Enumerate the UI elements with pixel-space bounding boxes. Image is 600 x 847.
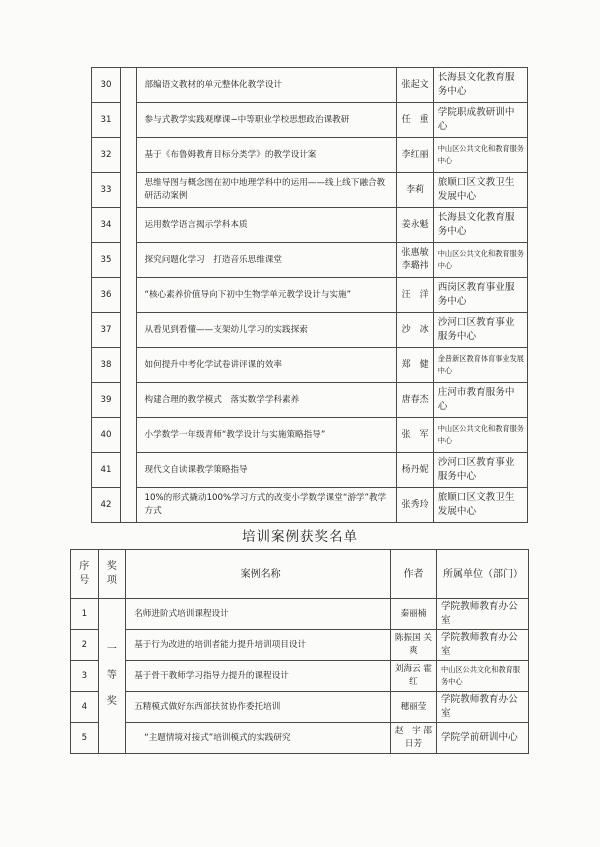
header-prize xyxy=(98,550,126,599)
author: 张 军 xyxy=(397,418,433,453)
table-row xyxy=(92,208,528,243)
header-no xyxy=(71,550,99,599)
row-number: 37 xyxy=(92,313,121,348)
char: 号 xyxy=(79,575,90,586)
row-number: 39 xyxy=(92,383,121,418)
case-name: 现代文自读课教学策略指导 xyxy=(136,453,397,488)
row-number: 4 xyxy=(71,692,99,723)
author: 秦丽楠 xyxy=(390,599,436,630)
unit: 旅顺口区文教卫生发展中心 xyxy=(433,173,527,208)
unit: 长海县文化教育服务中心 xyxy=(433,208,527,243)
case-name: 从看见到看懂——支架幼儿学习的实践探索 xyxy=(136,313,397,348)
unit: 庄河市教育服务中心 xyxy=(433,383,527,418)
case-name: 思维导图与概念图在初中地理学科中的运用——线上线下融合教研活动案例 xyxy=(136,173,397,208)
training-case-award-table xyxy=(70,549,529,754)
table-row xyxy=(92,243,528,278)
author: 穗丽莹 xyxy=(390,692,436,723)
case-name: 部编语文教材的单元整体化教学设计 xyxy=(136,68,397,103)
row-number: 30 xyxy=(92,68,121,103)
row-number: 31 xyxy=(92,103,121,138)
author: 姜永魁 xyxy=(397,208,433,243)
header-no-label xyxy=(79,560,89,588)
row-number: 41 xyxy=(92,453,121,488)
header-unit: 所属单位（部门） xyxy=(436,550,528,599)
unit: 长海县文化教育服务中心 xyxy=(433,68,527,103)
case-name: 构建合理的教学模式 落实数学学科素养 xyxy=(136,383,397,418)
case-name: 运用数学语言揭示学科本质 xyxy=(136,208,397,243)
author: 杨丹妮 xyxy=(397,453,433,488)
unit: 西岗区教育事业服务中心 xyxy=(433,278,527,313)
unit: 学院教师教育办公室 xyxy=(436,692,528,723)
unit: 学院教师教育办公室 xyxy=(436,630,528,661)
table-row xyxy=(92,68,528,103)
table-row xyxy=(71,599,529,630)
case-name: 如何提升中考化学试卷讲评课的效率 xyxy=(136,348,397,383)
author: 郑 健 xyxy=(397,348,433,383)
author: 李红丽 xyxy=(397,138,433,173)
table-row xyxy=(92,138,528,173)
char: 序 xyxy=(79,561,90,572)
unit: 沙河口区教育事业服务中心 xyxy=(433,453,527,488)
award-table-continued xyxy=(91,67,528,523)
table-row xyxy=(71,630,529,661)
header-author: 作者 xyxy=(390,550,436,599)
table-row xyxy=(92,488,528,523)
author: 沙 冰 xyxy=(397,313,433,348)
unit: 学院学前研训中心 xyxy=(436,723,528,754)
case-name: 名师进阶式培训课程设计 xyxy=(126,599,391,630)
unit: 中山区公共文化和教育服务中心 xyxy=(433,138,527,173)
unit: 中山区公共文化和教育服务中心 xyxy=(436,661,528,692)
case-name: “主题情境对接式”培训模式的实践研究 xyxy=(126,723,391,754)
author: 刘海云 霍 红 xyxy=(390,661,436,692)
prize-cell xyxy=(98,599,126,754)
table-row xyxy=(92,173,528,208)
row-number: 40 xyxy=(92,418,121,453)
author: 赵 宇 邵日芳 xyxy=(390,723,436,754)
unit: 学院教师教育办公室 xyxy=(436,599,528,630)
row-number: 33 xyxy=(92,173,121,208)
table-row xyxy=(92,383,528,418)
table-row xyxy=(92,103,528,138)
row-number: 38 xyxy=(92,348,121,383)
author: 唐春杰 xyxy=(397,383,433,418)
unit: 金普新区教育体育事业发展中心 xyxy=(433,348,527,383)
case-name: 基于骨干教师学习指导力提升的课程设计 xyxy=(126,661,391,692)
unit: 学院职成教研训中心 xyxy=(433,103,527,138)
row-number: 3 xyxy=(71,661,99,692)
table-row xyxy=(71,692,529,723)
table-header-row xyxy=(71,550,529,599)
header-name: 案例名称 xyxy=(126,550,391,599)
table-row xyxy=(92,453,528,488)
author: 张秀玲 xyxy=(397,488,433,523)
unit: 沙河口区教育事业服务中心 xyxy=(433,313,527,348)
author: 陈振国 关 爽 xyxy=(390,630,436,661)
author: 任 重 xyxy=(397,103,433,138)
unit: 旅顺口区文教卫生发展中心 xyxy=(433,488,527,523)
table-row xyxy=(92,313,528,348)
row-number: 2 xyxy=(71,630,99,661)
case-name: 基于《布鲁姆教育目标分类学》的教学设计案 xyxy=(136,138,397,173)
char: 项 xyxy=(106,575,117,586)
row-number: 5 xyxy=(71,723,99,754)
table-row xyxy=(92,278,528,313)
char: 奖 xyxy=(106,696,117,707)
char: 一 xyxy=(106,644,117,655)
row-number: 32 xyxy=(92,138,121,173)
unit: 中山区公共文化和教育服务中心 xyxy=(433,243,527,278)
row-number: 42 xyxy=(92,488,121,523)
case-name: 探究问题化学习 打造音乐思维课堂 xyxy=(136,243,397,278)
case-name: 参与式教学实践观摩课−中等职业学校思想政治课教研 xyxy=(136,103,397,138)
row-number: 1 xyxy=(71,599,99,630)
case-name: 基于行为改进的培训者能力提升培训项目设计 xyxy=(126,630,391,661)
row-number: 34 xyxy=(92,208,121,243)
table-row xyxy=(71,661,529,692)
table-row xyxy=(92,348,528,383)
author: 张惠敏 李璐祎 xyxy=(397,243,433,278)
author: 张起文 xyxy=(397,68,433,103)
header-prize-label xyxy=(107,560,117,588)
row-number: 36 xyxy=(92,278,121,313)
row-number: 35 xyxy=(92,243,121,278)
prize-label xyxy=(107,637,117,715)
prize-column xyxy=(120,68,136,523)
case-name: 五精模式做好东西部扶贫协作委托培训 xyxy=(126,692,391,723)
case-name: 10%的形式撬动100%学习方式的改变小学数学课堂“游学”教学方式 xyxy=(136,488,397,523)
table-row xyxy=(71,723,529,754)
case-name: “核心素养价值导向下初中生物学单元教学设计与实施” xyxy=(136,278,397,313)
author: 汪 洋 xyxy=(397,278,433,313)
author: 李莉 xyxy=(397,173,433,208)
table-row xyxy=(92,418,528,453)
char: 奖 xyxy=(106,561,117,572)
case-name: 小学数学一年级青师“教学设计与实施策略指导” xyxy=(136,418,397,453)
section-heading: 培训案例获奖名单 xyxy=(242,529,358,545)
unit: 中山区公共文化和教育服务中心 xyxy=(433,418,527,453)
char: 等 xyxy=(106,670,117,681)
